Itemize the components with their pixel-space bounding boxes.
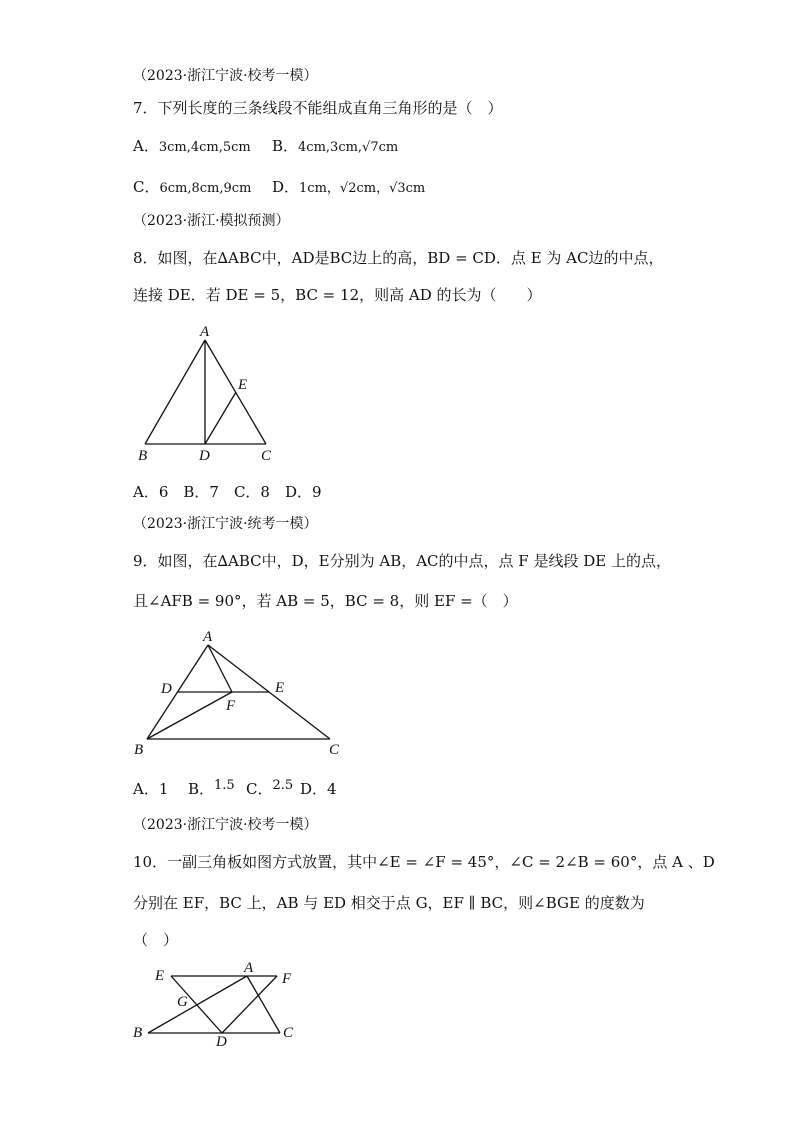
q9-label-b: B: [134, 742, 144, 758]
q9-option-b-label: B．: [188, 780, 215, 798]
q9-source: （2023·浙江宁波·统考一模）: [133, 516, 318, 532]
q7-option-c-label: C．: [133, 178, 160, 196]
q10-label-g: G: [177, 994, 188, 1010]
q10-segment-df: [222, 976, 277, 1033]
q7-option-c-text: 6cm,8cm,9cm: [159, 181, 252, 196]
q8-stem-line1: 8．如图，在∆ABC中，AD是BC边上的高，BD = CD．点 E 为 AC边的中点，: [133, 249, 664, 267]
q10-stem-line3: （ ）: [133, 931, 179, 949]
q9-option-d-text: 4: [327, 780, 337, 798]
q7-option-a-label: A．: [133, 137, 159, 155]
q10-label-c: C: [283, 1025, 294, 1041]
q7-option-d-label: D．: [272, 178, 300, 196]
q9-label-f: F: [226, 698, 236, 714]
q8-label-e: E: [238, 377, 248, 393]
q8-label-c: C: [261, 448, 272, 464]
q8-source: （2023·浙江·模拟预测）: [133, 213, 290, 229]
q9-option-a-text: 1: [158, 780, 169, 798]
q9-label-a: A: [203, 629, 213, 645]
q8-options: A．6 B．7 C．8 D．9: [133, 483, 322, 501]
q10-source: （2023·浙江宁波·校考一模）: [133, 817, 318, 833]
q9-stem-line2: 且∠AFB = 90°，若 AB = 5，BC = 8，则 EF =（ ）: [133, 592, 518, 610]
q9-option-d-label: D．: [300, 780, 328, 798]
q9-option-c-text: 2.5: [272, 778, 294, 793]
q10-label-b: B: [133, 1025, 143, 1041]
q10-segment-ab: [148, 976, 247, 1033]
q7-option-b-label: B．: [272, 137, 299, 155]
q9-option-c-label: C．: [246, 780, 273, 798]
q10-label-f: F: [282, 971, 292, 987]
q9-option-a-label: A．: [133, 780, 159, 798]
q8-label-a: A: [200, 324, 210, 340]
q10-stem-line2: 分别在 EF，BC 上，AB 与 ED 相交于点 G，EF ∥ BC，则∠BGE 的度数为: [133, 894, 645, 912]
q9-option-b-text: 1.5: [214, 778, 235, 793]
q7-stem: 7．下列长度的三条线段不能组成直角三角形的是（ ）: [133, 99, 503, 117]
q8-label-d: D: [199, 448, 210, 464]
q9-label-c: C: [329, 742, 340, 758]
q8-label-b: B: [138, 448, 148, 464]
q10-label-d: D: [216, 1034, 227, 1050]
q7-option-b-text: 4cm,3cm,√7cm: [298, 140, 399, 155]
q7-source: （2023·浙江宁波·校考一模）: [133, 68, 318, 84]
q10-set-squares-diagram: [148, 976, 280, 1033]
q7-option-d-text: 1cm，√2cm，√3cm: [299, 181, 426, 196]
q10-label-e: E: [155, 968, 165, 984]
q9-label-e: E: [275, 680, 285, 696]
q10-label-a: A: [244, 960, 254, 976]
q10-stem-line1: 10．一副三角板如图方式放置，其中∠E = ∠F = 45°，∠C = 2∠B = 60°，点 A 、D: [133, 853, 715, 871]
q10-segment-ac: [247, 976, 280, 1033]
q8-stem-line2: 连接 DE．若 DE = 5，BC = 12，则高 AD 的长为（ ）: [133, 286, 542, 304]
q7-option-a-text: 3cm,4cm,5cm: [158, 140, 251, 155]
q9-label-d: D: [161, 681, 172, 697]
q9-stem-line1: 9．如图，在∆ABC中，D，E分别为 AB，AC的中点，点 F 是线段 DE 上的点，: [133, 552, 671, 570]
